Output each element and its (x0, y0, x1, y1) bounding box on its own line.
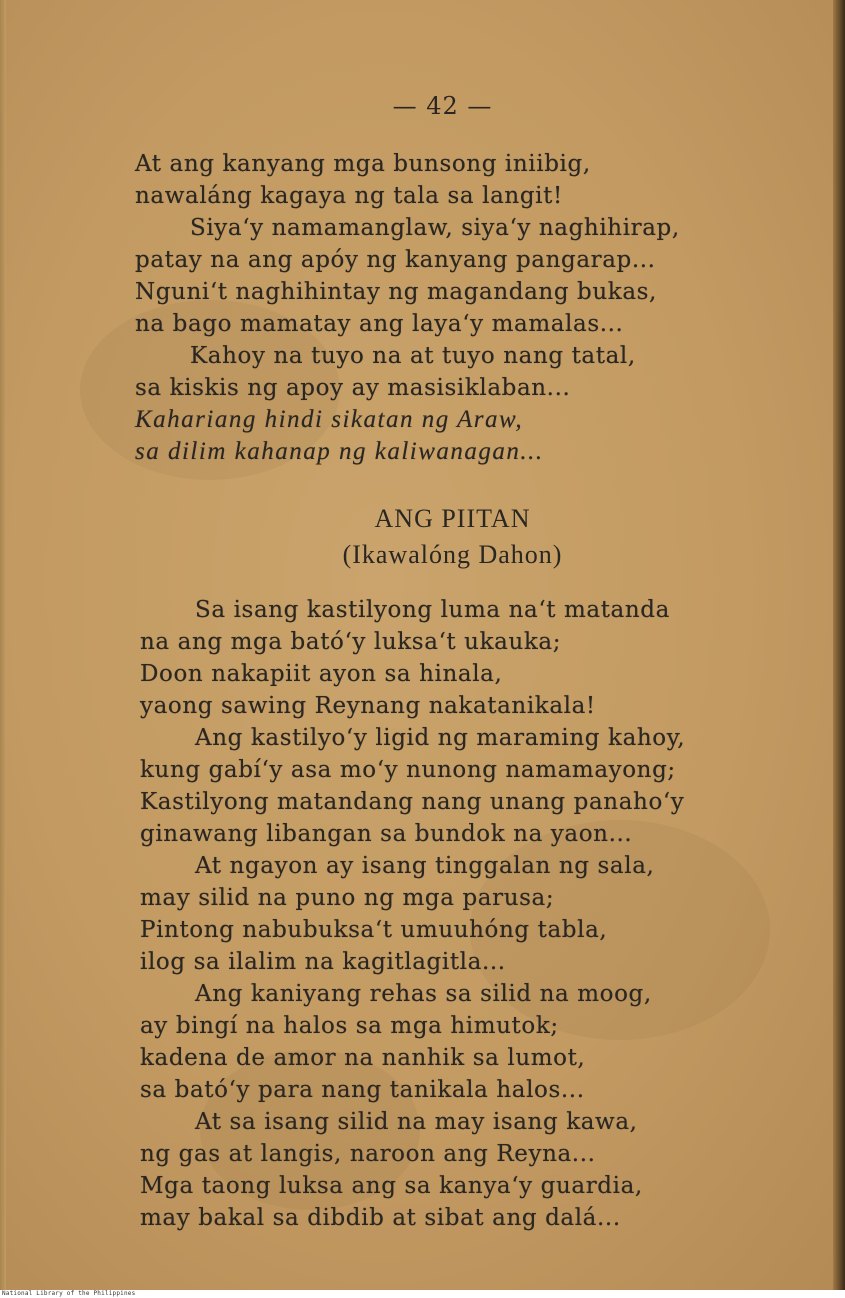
poem-line: Doon nakapiit ayon sa hinala, (140, 661, 503, 687)
poem-line: At sa isang silid na may isang kawa, (195, 1109, 638, 1135)
poem-line: sa kiskis ng apoy ay masisiklaban... (135, 375, 571, 401)
poem-line: Nguni‘t naghihintay ng magandang bukas, (135, 279, 657, 305)
poem-line: may silid na puno ng mga parusa; (140, 885, 555, 911)
poem-line: Kastilyong matandang nang unang panaho‘y (140, 789, 685, 815)
section-title: ANG PIITAN (374, 504, 531, 533)
poem-line: Mga taong luksa ang sa kanya‘y guardia, (140, 1173, 643, 1199)
section-subtitle: (Ikawalóng Dahon) (342, 540, 563, 569)
poem-line: may bakal sa dibdib at sibat ang dalá... (140, 1205, 621, 1231)
poem-line: yaong sawing Reynang nakatanikala! (140, 693, 596, 719)
poem-line: Ang kastilyo‘y ligid ng maraming kahoy, (195, 725, 686, 751)
poem-line: ay bingí na halos sa mga himutok; (140, 1013, 559, 1039)
poem-line: sa bató‘y para nang tanikala halos... (140, 1077, 585, 1103)
poem-line: ilog sa ilalim na kagitlagitla... (140, 949, 506, 975)
poem-line: patay na ang apóy ng kanyang pangarap... (135, 247, 656, 273)
poem-line: Kahoy na tuyo na at tuyo nang tatal, (190, 343, 636, 369)
poem-line: At ngayon ay isang tinggalan ng sala, (195, 853, 655, 879)
poem-line: na ang mga bató‘y luksa‘t ukauka; (140, 629, 562, 655)
poem-line: nawaláng kagaya ng tala sa langit! (135, 183, 563, 209)
poem-line: kadena de amor na nanhik sa lumot, (140, 1045, 586, 1071)
poem-line: na bago mamatay ang laya‘y mamalas... (135, 311, 624, 337)
poem-line: sa dilim kahanap ng kaliwanagan... (135, 438, 544, 465)
poem-line: Kahariang hindi sikatan ng Araw, (135, 406, 524, 433)
page-left-edge (0, 0, 6, 1290)
poem-line: ng gas at langis, naroon ang Reyna... (140, 1141, 596, 1167)
poem-line: At ang kanyang mga bunsong iniibig, (135, 151, 591, 177)
page-binding-shadow (833, 0, 845, 1290)
poem-section (140, 594, 685, 1234)
poem-line: Siya‘y namamanglaw, siya‘y naghihirap, (190, 215, 680, 241)
archive-credit: National Library of the Philippines (2, 1290, 136, 1297)
poem-line: Ang kaniyang rehas sa silid na moog, (195, 981, 652, 1007)
poem-continuation (135, 148, 680, 468)
page-number: — 42 — (392, 92, 493, 120)
poem-line: Pintong nabubuksa‘t umuuhóng tabla, (140, 917, 608, 943)
poem-line: kung gabí‘y asa mo‘y nunong namamayong; (140, 757, 676, 783)
poem-line: Sa isang kastilyong luma na‘t matanda (195, 597, 670, 623)
poem-line: ginawang libangan sa bundok na yaon... (140, 821, 633, 847)
